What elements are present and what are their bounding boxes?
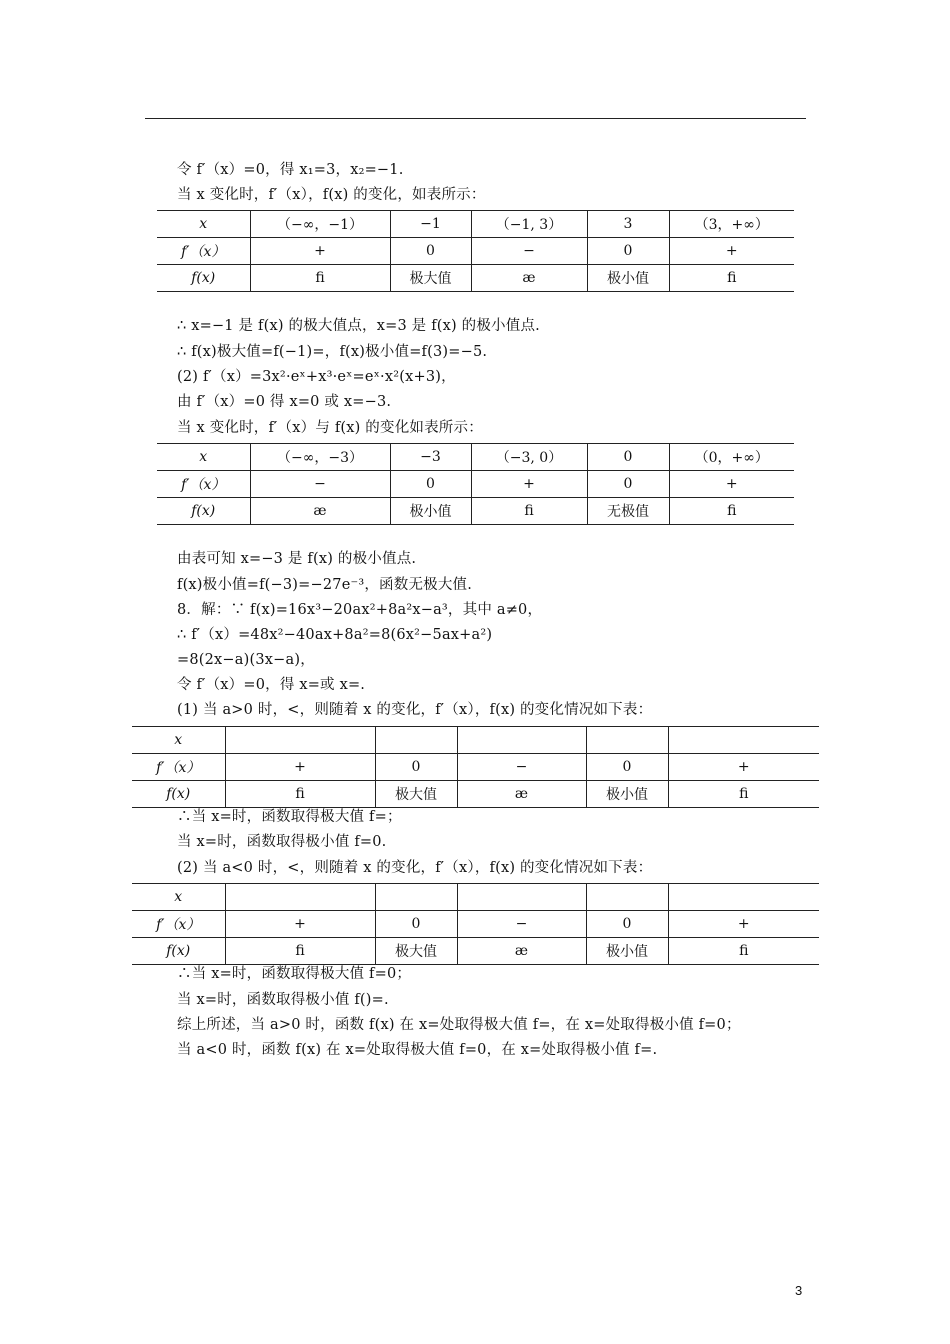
table-cell: x — [157, 211, 250, 238]
table-cell: x — [132, 727, 225, 754]
table-cell: + — [668, 754, 819, 781]
text-line: 当 x 变化时，f′（x）与 f(x) 的变化如表所示： — [177, 420, 483, 436]
table-cell: 极小值 — [586, 938, 668, 965]
table-cell: æ — [457, 781, 586, 808]
table-row — [132, 911, 819, 938]
table-cell: （−3, 0） — [471, 444, 587, 471]
table-cell: −3 — [390, 444, 471, 471]
table-row — [157, 498, 794, 525]
table-cell — [375, 884, 457, 911]
table-cell: x — [157, 444, 250, 471]
text-line: 当 a<0 时，函数 f(x) 在 x=处取得极大值 f=0，在 x=处取得极小值 f=. — [177, 1042, 658, 1058]
table-cell: （−∞，−1） — [250, 211, 390, 238]
text-line: 综上所述，当 a>0 时，函数 f(x) 在 x=处取得极大值 f=，在 x=处取得极小值 f=0； — [177, 1017, 741, 1033]
table-row — [157, 238, 794, 265]
table-cell: 0 — [390, 238, 471, 265]
table-row — [157, 211, 794, 238]
header-rule — [145, 118, 806, 119]
text-line: ∴ f′（x）=48x²−40ax+8a²=8(6x²−5ax+a²) — [177, 627, 493, 643]
table-cell: 0 — [586, 911, 668, 938]
table-cell: æ — [471, 265, 587, 292]
table-cell: + — [225, 754, 375, 781]
table-row — [132, 727, 819, 754]
table-cell: 0 — [587, 471, 669, 498]
variation-table-3 — [132, 726, 819, 808]
text-line: (1) 当 a>0 时，<，则随着 x 的变化，f′（x），f(x) 的变化情况如下表： — [177, 702, 653, 718]
table-cell: 极小值 — [587, 265, 669, 292]
table-cell — [586, 727, 668, 754]
text-line: 当 x=时，函数取得极小值 f()=. — [177, 992, 389, 1008]
table-cell: æ — [250, 498, 390, 525]
table-cell: ﬁ — [250, 265, 390, 292]
table-cell: − — [250, 471, 390, 498]
table-cell: + — [471, 471, 587, 498]
table-cell: f(x) — [157, 265, 250, 292]
text-line: 当 x 变化时，f′（x），f(x) 的变化，如表所示： — [177, 187, 486, 203]
table-cell: （0，+∞） — [669, 444, 794, 471]
table-cell: − — [457, 911, 586, 938]
table-cell — [375, 727, 457, 754]
table-cell: 0 — [390, 471, 471, 498]
text-line: 由 f′（x）=0 得 x=0 或 x=−3. — [177, 394, 392, 410]
table-cell: （3，+∞） — [669, 211, 794, 238]
text-line: f(x)极小值=f(−3)=−27e⁻³，函数无极大值. — [177, 577, 473, 593]
text-line: 由表可知 x=−3 是 f(x) 的极小值点. — [177, 551, 417, 567]
table-row — [157, 471, 794, 498]
table-cell: ﬁ — [669, 498, 794, 525]
table-cell: −1 — [390, 211, 471, 238]
table-cell — [457, 884, 586, 911]
table-cell — [668, 727, 819, 754]
table-row — [132, 938, 819, 965]
text-line: 8．解：∵ f(x)=16x³−20ax²+8a²x−a³，其中 a≠0， — [177, 602, 543, 618]
table-cell: ﬁ — [225, 781, 375, 808]
table-cell: 0 — [375, 754, 457, 781]
table-row — [157, 265, 794, 292]
table-cell: − — [471, 238, 587, 265]
table-cell: − — [457, 754, 586, 781]
table-cell: 极大值 — [375, 938, 457, 965]
table-cell: ﬁ — [225, 938, 375, 965]
table-cell — [225, 884, 375, 911]
table-cell: + — [250, 238, 390, 265]
table-cell: （−1, 3） — [471, 211, 587, 238]
table-cell: 0 — [587, 238, 669, 265]
table-cell: f(x) — [132, 938, 225, 965]
table-cell — [586, 884, 668, 911]
table-row — [132, 884, 819, 911]
table-cell: + — [669, 471, 794, 498]
table-cell: 无极值 — [587, 498, 669, 525]
variation-table-1 — [157, 210, 794, 292]
table-cell: f′（x） — [157, 238, 250, 265]
table-cell: + — [668, 911, 819, 938]
table-cell: ﬁ — [668, 781, 819, 808]
table-cell: f(x) — [132, 781, 225, 808]
table-cell: x — [132, 884, 225, 911]
table-cell: 极小值 — [390, 498, 471, 525]
table-cell: 0 — [586, 754, 668, 781]
variation-table-2 — [157, 443, 794, 525]
text-line: ∴ x=−1 是 f(x) 的极大值点，x=3 是 f(x) 的极小值点. — [177, 318, 540, 334]
text-line: =8(2x−a)(3x−a)， — [177, 652, 315, 668]
table-cell: f′（x） — [132, 754, 225, 781]
text-line: 令 f′（x）=0，得 x=或 x=. — [177, 677, 366, 693]
table-cell: f′（x） — [157, 471, 250, 498]
table-cell: ﬁ — [471, 498, 587, 525]
text-line: 令 f′（x）=0，得 x₁=3，x₂=−1. — [177, 162, 404, 178]
table-row — [157, 444, 794, 471]
table-cell: æ — [457, 938, 586, 965]
table-row — [132, 754, 819, 781]
table-cell: f′（x） — [132, 911, 225, 938]
table-cell — [457, 727, 586, 754]
table-cell: + — [669, 238, 794, 265]
table-cell: 0 — [375, 911, 457, 938]
page-number: 3 — [795, 1283, 803, 1298]
table-cell: 0 — [587, 444, 669, 471]
text-line: ∴当 x=时，函数取得极大值 f=； — [177, 809, 402, 825]
text-line: (2) 当 a<0 时，<，则随着 x 的变化，f′（x），f(x) 的变化情况如下表： — [177, 860, 653, 876]
text-line: 当 x=时，函数取得极小值 f=0. — [177, 834, 387, 850]
text-line: ∴当 x=时，函数取得极大值 f=0； — [177, 966, 412, 982]
table-cell: ﬁ — [668, 938, 819, 965]
table-cell: 3 — [587, 211, 669, 238]
table-cell: 极大值 — [390, 265, 471, 292]
table-cell: （−∞，−3） — [250, 444, 390, 471]
table-cell — [668, 884, 819, 911]
table-cell: ﬁ — [669, 265, 794, 292]
text-line: (2) f′（x）=3x²·eˣ+x³·eˣ=eˣ·x²(x+3)， — [177, 369, 456, 385]
table-cell: 极小值 — [586, 781, 668, 808]
table-cell — [225, 727, 375, 754]
table-cell: 极大值 — [375, 781, 457, 808]
table-row — [132, 781, 819, 808]
table-cell: + — [225, 911, 375, 938]
table-cell: f(x) — [157, 498, 250, 525]
variation-table-4 — [132, 883, 819, 965]
text-line: ∴ f(x)极大值=f(−1)=，f(x)极小值=f(3)=−5. — [177, 344, 488, 360]
